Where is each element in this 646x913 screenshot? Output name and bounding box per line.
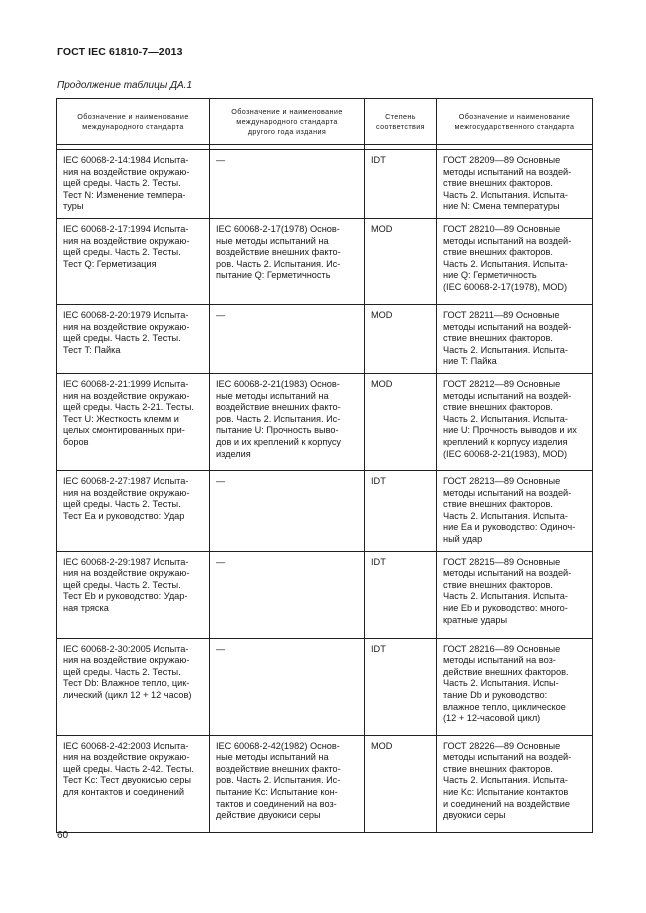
cell-degree: IDT	[365, 150, 437, 219]
table-row	[57, 638, 593, 735]
cell-degree: MOD	[365, 374, 437, 471]
cell-intl: IEC 60068-2-17:1994 Испыта- ния на воздействие окружаю- щей среды. Часть 2. Тесты. Тест Q: Герметизация	[57, 219, 210, 305]
column-header-degree: Степень соответствия	[365, 99, 437, 145]
cell-interstate: ГОСТ 28212—89 Основные методы испытаний на воздей- ствие внешних факторов. Часть 2. Испытания. Испыта- ние U: Прочность выводов и их креплений к корпусу изделия (IEC 60068-2-21(1983), MOD)	[437, 374, 593, 471]
cell-interstate: ГОСТ 28215—89 Основные методы испытаний на воздей- ствие внешних факторов. Часть 2. Испытания. Испыта- ние Eb и руководство: много- кратные удары	[437, 551, 593, 638]
cell-intl: IEC 60068-2-29:1987 Испыта- ния на воздействие окружаю- щей среды. Часть 2. Тесты. Тест Eb и руководство: Удар- ная тряска	[57, 551, 210, 638]
cell-interstate: ГОСТ 28213—89 Основные методы испытаний на воздей- ствие внешних факторов. Часть 2. Испытания. Испыта- ние Ea и руководство: Одиноч- ный удар	[437, 471, 593, 552]
page-number: 60	[57, 830, 69, 841]
cell-degree: MOD	[365, 735, 437, 832]
standards-table	[56, 98, 593, 833]
cell-degree: MOD	[365, 305, 437, 374]
cell-other-year: —	[210, 471, 365, 552]
cell-intl: IEC 60068-2-20:1979 Испыта- ния на воздействие окружаю- щей среды. Часть 2. Тесты. Тест T: Пайка	[57, 305, 210, 374]
cell-other-year: —	[210, 150, 365, 219]
cell-other-year: —	[210, 638, 365, 735]
cell-other-year: IEC 60068-2-17(1978) Основ- ные методы испытаний на воздействие внешних факто- ров. Часть 2. Испытания. Ис- пытание Q: Герметичность	[210, 219, 365, 305]
column-header-intl: Обозначение и наименование международного стандарта	[57, 99, 210, 145]
table-row	[57, 219, 593, 305]
cell-intl: IEC 60068-2-21:1999 Испыта- ния на воздействие окружаю- щей среды. Часть 2-21. Тесты. Тест U: Жесткость клемм и целых смонтированных при- боров	[57, 374, 210, 471]
table-row	[57, 374, 593, 471]
table-header-row	[57, 99, 593, 145]
cell-intl: IEC 60068-2-27:1987 Испыта- ния на воздействие окружаю- щей среды. Часть 2. Тесты. Тест Ea и руководство: Удар	[57, 471, 210, 552]
table-row	[57, 735, 593, 832]
cell-degree: MOD	[365, 219, 437, 305]
cell-interstate: ГОСТ 28211—89 Основные методы испытаний на воздей- ствие внешних факторов. Часть 2. Испытания. Испыта- ние T: Пайка	[437, 305, 593, 374]
cell-interstate: ГОСТ 28209—89 Основные методы испытаний на воздей- ствие внешних факторов. Часть 2. Испытания. Испыта- ние N: Смена температуры	[437, 150, 593, 219]
cell-other-year: IEC 60068-2-42(1982) Основ- ные методы испытаний на воздействие внешних факто- ров. Часть 2. Испытания. Ис- пытание Kc: Испытание кон- тактов и соединений на воз- действие двуокиси серы	[210, 735, 365, 832]
cell-other-year: —	[210, 305, 365, 374]
cell-degree: IDT	[365, 551, 437, 638]
table-caption: Продолжение таблицы ДА.1	[57, 80, 193, 91]
cell-other-year: IEC 60068-2-21(1983) Основ- ные методы испытаний на воздействие внешних факто- ров. Часть 2. Испытания. Ис- пытание U: Прочность выво- дов и их креплений к корпусу изделия	[210, 374, 365, 471]
cell-other-year: —	[210, 551, 365, 638]
cell-degree: IDT	[365, 638, 437, 735]
cell-interstate: ГОСТ 28210—89 Основные методы испытаний на воздей- ствие внешних факторов. Часть 2. Испытания. Испыта- ние Q: Герметичность (IEC 60068-2-17(1978), MOD)	[437, 219, 593, 305]
table-row	[57, 150, 593, 219]
cell-degree: IDT	[365, 471, 437, 552]
cell-intl: IEC 60068-2-14:1984 Испыта- ния на воздействие окружаю- щей среды. Часть 2. Тесты. Тест N: Изменение темпера- туры	[57, 150, 210, 219]
table-row	[57, 471, 593, 552]
cell-interstate: ГОСТ 28226—89 Основные методы испытаний на воздей- ствие внешних факторов. Часть 2. Испытания. Испыта- ние Kc: Испытание контактов и соединений на воздействие двуокиси серы	[437, 735, 593, 832]
document-title: ГОСТ IEC 61810-7—2013	[57, 46, 183, 58]
cell-intl: IEC 60068-2-42:2003 Испыта- ния на воздействие окружаю- щей среды. Часть 2-42. Тесты. Тест Kc: Тест двуокисью серы для контактов и соединений	[57, 735, 210, 832]
table-row	[57, 551, 593, 638]
cell-interstate: ГОСТ 28216—89 Основные методы испытаний на воз- действие внешних факторов. Часть 2. Испытания. Испы- тание Db и руководство: влажное тепло, циклическое (12 + 12-часовой цикл)	[437, 638, 593, 735]
table-row	[57, 305, 593, 374]
column-header-interstate: Обозначение и наименование межгосударственного стандарта	[437, 99, 593, 145]
cell-intl: IEC 60068-2-30:2005 Испыта- ния на воздействие окружаю- щей среды. Часть 2. Тесты. Тест Db: Влажное тепло, цик- лический (цикл 12 + 12 часов)	[57, 638, 210, 735]
column-header-other-year: Обозначение и наименование международного стандарта другого года издания	[210, 99, 365, 145]
